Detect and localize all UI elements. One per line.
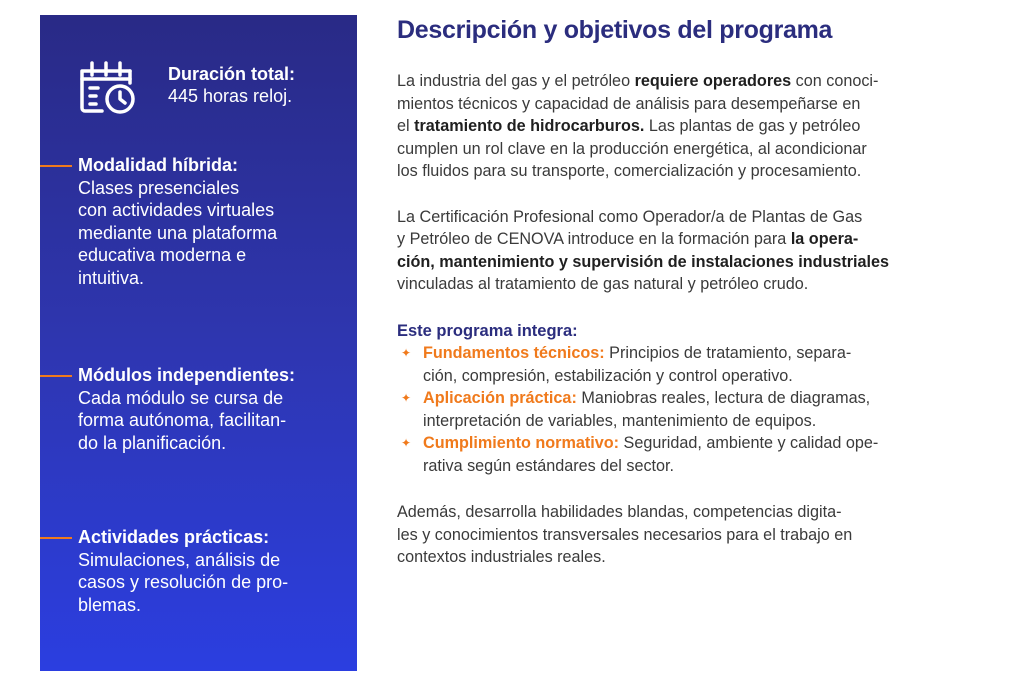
emphasis: requiere operadores [634,72,792,90]
item-text: Seguridad, ambiente y calidad ope- [619,434,879,452]
accent-dash [40,537,72,539]
feature-title: Actividades prácticas: [78,527,270,547]
duration-block [168,63,295,107]
star-bullet-icon: ✦ [401,436,412,450]
item-text: rativa según estándares del sector. [423,456,675,475]
item-text: ción, compresión, estabilización y control operativo. [423,366,793,385]
feature-line: do la planificación. [78,432,227,453]
text: La Certificación Profesional como Operador/a de Plantas de Gas [397,207,863,226]
feature-line: forma autónoma, facilitan- [78,410,287,430]
item-text: Principios de tratamiento, separa- [604,344,852,362]
text: y Petróleo de CENOVA introduce en la formación para [397,230,791,248]
duration-label: Duración total: [168,64,296,84]
feature-modalidad [78,154,348,289]
list-item [397,432,997,477]
feature-line: Cada módulo se cursa de [78,387,284,408]
feature-line: intuitiva. [78,267,145,288]
calendar-clock-icon [76,55,140,117]
star-bullet-icon: ✦ [401,391,412,405]
text: el [397,117,415,135]
text: les y conocimientos transversales necesarios para el trabajo en [397,525,853,544]
emphasis: ción, mantenimiento y supervisión de instalaciones industriales [397,252,890,271]
text: los fluidos para su transporte, comercialización y procesamiento. [397,162,862,180]
closing-paragraph [397,501,997,569]
list-item [397,387,997,432]
accent-dash [40,375,72,377]
text: contextos industriales reales. [397,548,606,566]
sidebar-panel [40,15,357,671]
feature-line: Clases presenciales [78,177,240,198]
text: Las plantas de gas y petróleo [644,117,861,135]
feature-line: blemas. [78,594,142,615]
text: vinculadas al tratamiento de gas natural y petróleo crudo. [397,275,809,293]
text: La industria del gas y el petróleo [397,72,635,90]
emphasis: tratamiento de hidrocarburos. [414,117,645,135]
feature-title: Módulos independientes: [78,365,296,385]
duration-value: 445 horas reloj. [168,86,293,106]
star-bullet-icon: ✦ [401,346,412,360]
item-label: Aplicación práctica: [423,389,577,407]
feature-line: con actividades virtuales [78,200,275,220]
feature-line: casos y resolución de pro- [78,572,289,592]
cert-paragraph [397,206,997,296]
item-text: interpretación de variables, mantenimiento de equipos. [423,411,817,430]
item-label: Cumplimiento normativo: [423,434,620,452]
item-label: Fundamentos técnicos: [423,344,605,362]
main-content [397,14,997,569]
feature-line: educativa moderna e [78,245,247,265]
list-item [397,342,997,387]
text: mientos técnicos y capacidad de análisis para desempeñarse en [397,94,861,113]
text: con conoci- [791,72,879,90]
feature-title: Modalidad híbrida: [78,155,238,175]
feature-line: Simulaciones, análisis de [78,549,281,570]
text: cumplen un rol clave en la producción energética, al acondicionar [397,139,867,158]
text: Además, desarrolla habilidades blandas, competencias digita- [397,503,842,521]
page-title: Descripción y objetivos del programa [397,16,833,44]
emphasis: la opera- [790,230,859,248]
program-heading: Este programa integra: [397,321,578,340]
accent-dash [40,165,72,167]
intro-paragraph [397,70,997,183]
item-text: Maniobras reales, lectura de diagramas, [576,389,871,407]
program-list [397,342,997,477]
feature-line: mediante una plataforma [78,222,278,243]
feature-modulos [78,364,348,454]
feature-actividades [78,526,348,616]
